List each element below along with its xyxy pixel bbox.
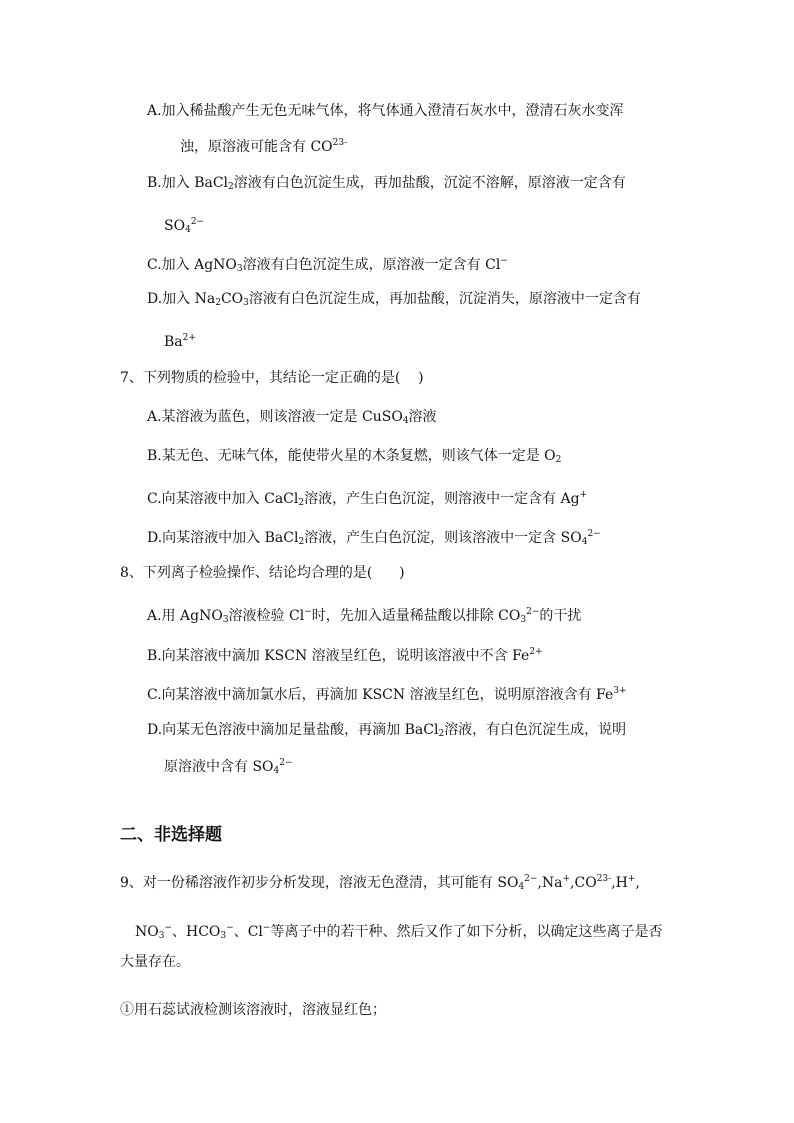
q7-option-d: D.向某溶液中加入 BaCl$_2$溶液，产生白色沉淀，则该溶液中一定含 $SO_4^{2-}$ bbox=[147, 529, 601, 547]
q6-option-b-line1: B.加入 BaCl$_2$溶液有白色沉淀生成，再加盐酸，沉淀不溶解，原溶液一定含有 bbox=[147, 175, 626, 192]
q9-stem: 9、对一份稀溶液作初步分析发现，溶液无色澄清，其可能有 $SO_4^{2-},Na^+,CO^{23-},H^+$, bbox=[120, 874, 640, 892]
q9-line3: 大量存在。 bbox=[120, 954, 190, 970]
q6-option-d-line1: D.加入 $Na_2CO_3$溶液有白色沉淀生成，再加盐酸，沉淀消失，原溶液中一定含有 bbox=[147, 291, 641, 308]
q8-option-a: A.用 AgNO$_3$溶液检验 Cl−时，先加入适量稀盐酸以排除 $CO_3^{2-}$的干扰 bbox=[147, 607, 582, 625]
q8-option-d-line2: 原溶液中含有 $SO_4^{2-}$ bbox=[164, 758, 293, 776]
q6-option-a-line1: A.加入稀盐酸产生无色无味气体，将气体通入澄清石灰水中，澄清石灰水变浑 bbox=[147, 103, 624, 119]
q7-stem: 7、下列物质的检验中，其结论一定正确的是( ) bbox=[120, 370, 424, 386]
q9-ions-line: $NO_3^-$、$HCO_3^-$、Cl−等离子中的若干种、然后又作了如下分析，以确定这些离子是否 bbox=[135, 923, 663, 941]
q7-option-a: A.某溶液为蓝色，则该溶液一定是 CuSO$_4$溶液 bbox=[147, 409, 437, 426]
q6-option-b-line2: $SO_4^{2-}$ bbox=[164, 217, 205, 235]
q8-option-b: B.向某溶液中滴加 KSCN 溶液呈红色，说明该溶液中不含 $Fe^{2+}$ bbox=[147, 647, 543, 664]
q8-stem: 8、下列离子检验操作、结论均合理的是( ) bbox=[120, 565, 405, 581]
q7-option-c: C.向某溶液中加入 CaCl$_2$溶液，产生白色沉淀，则溶液中一定含有 Ag+ bbox=[147, 490, 588, 508]
q6-option-a-line2: 浊，原溶液可能含有 $CO^{23-}$ bbox=[180, 138, 348, 155]
q6-option-c: C.加入 AgNO$_3$溶液有白色沉淀生成，原溶液一定含有 Cl− bbox=[147, 256, 508, 274]
q8-option-c: C.向某溶液中滴加氯水后，再滴加 KSCN 溶液呈红色，说明原溶液含有 $Fe^{3+}$ bbox=[147, 686, 627, 703]
q9-step1: ①用石蕊试液检测该溶液时，溶液显红色； bbox=[120, 1002, 386, 1018]
q7-option-b: B.某无色、无味气体，能使带火星的木条复燃，则该气体一定是 $O_2$ bbox=[147, 448, 562, 465]
section-heading: 二、非选择题 bbox=[120, 825, 222, 845]
q6-option-d-line2: $Ba^{2+}$ bbox=[164, 333, 196, 350]
q8-option-d-line1: D.向某无色溶液中滴加足量盐酸，再滴加 BaCl$_2$溶液，有白色沉淀生成，说明 bbox=[147, 722, 627, 739]
